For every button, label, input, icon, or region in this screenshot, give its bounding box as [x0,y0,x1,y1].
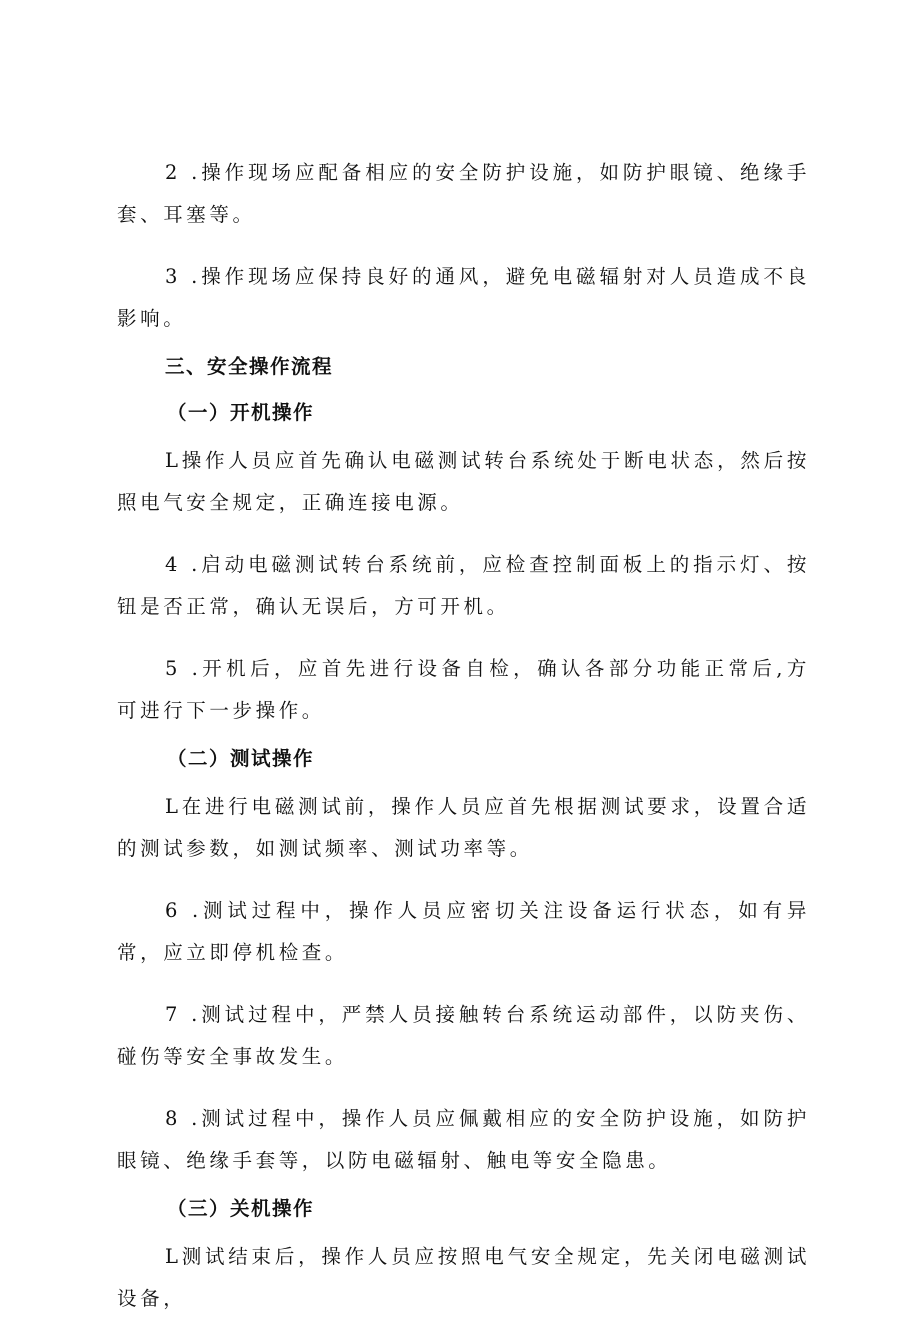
paragraph-item-L2: L在进行电磁测试前，操作人员应首先根据测试要求，设置合适的测试参数，如测试频率、测试功率等。 [117,795,810,860]
paragraph-item-L1: L操作人员应首先确认电磁测试转台系统处于断电状态，然后按照电气安全规定，正确连接电源。 [117,449,810,514]
paragraph-item-7: 7 .测试过程中，严禁人员接触转台系统运动部件，以防夹伤、碰伤等安全事故发生。 [117,1003,810,1068]
paragraph-item-6: 6 .测试过程中，操作人员应密切关注设备运行状态，如有异常，应立即停机检查。 [117,899,810,964]
paragraph-item-3: 3 .操作现场应保持良好的通风，避免电磁辐射对人员造成不良影响。 [117,265,810,330]
paragraph-item-4: 4 .启动电磁测试转台系统前，应检查控制面板上的指示灯、按钮是否正常，确认无误后，方可开机。 [117,553,810,618]
document-body [117,152,810,1340]
subsection-heading-testing: （二）测试操作 [167,747,315,770]
subsection-heading-power-off: （三）关机操作 [167,1197,315,1220]
paragraph-item-2: 2 .操作现场应配备相应的安全防护设施，如防护眼镜、绝缘手套、耳塞等。 [117,161,810,226]
paragraph-item-8: 8 .测试过程中，操作人员应佩戴相应的安全防护设施，如防护眼镜、绝缘手套等，以防电磁辐射、触电等安全隐患。 [117,1107,810,1172]
section-heading-safety-procedure: 三、安全操作流程 [165,355,334,378]
subsection-heading-power-on: （一）开机操作 [167,401,315,424]
paragraph-item-5: 5 .开机后，应首先进行设备自检，确认各部分功能正常后,方可进行下一步操作。 [117,657,810,722]
paragraph-item-L3: L测试结束后，操作人员应按照电气安全规定，先关闭电磁测试设备， [117,1245,810,1310]
